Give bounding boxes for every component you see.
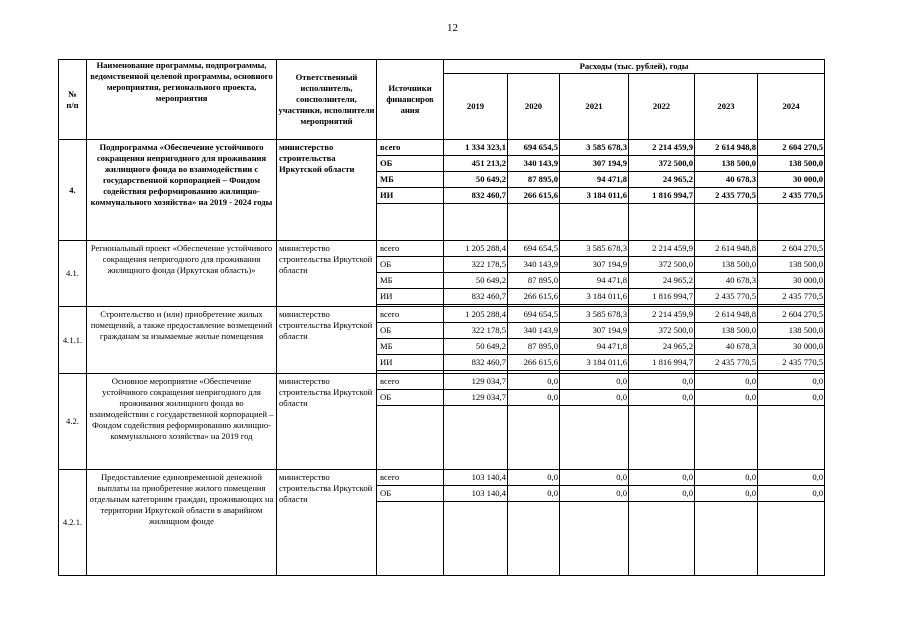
year-values [629, 307, 695, 374]
source-label: ОБ [377, 156, 443, 172]
value-cell: 3 585 678,3 [560, 307, 628, 323]
value-cell: 0,0 [560, 470, 628, 486]
row-responsible: министерство строительства Иркутской области [277, 470, 377, 576]
source-label: всего [377, 470, 443, 486]
table-row [59, 470, 825, 576]
row-sources [377, 241, 444, 307]
value-cell: 94 471,8 [560, 172, 628, 188]
value-cell: 3 184 011,6 [560, 188, 628, 204]
year-values [695, 140, 758, 241]
row-name: Предоставление единовременной денежной выплаты на приобретение жилого помещения отдельным категориям граждан, проживающих на территории Иркутской области в аварийном жилищном фонде [87, 470, 277, 576]
row-number: 4.1. [59, 241, 87, 307]
year-values [695, 470, 758, 576]
value-cell: 1 816 994,7 [629, 355, 694, 371]
value-cell: 322 178,5 [444, 323, 507, 339]
year-values [629, 374, 695, 470]
row-sources [377, 307, 444, 374]
value-cell: 0,0 [695, 390, 757, 406]
source-label: всего [377, 307, 443, 323]
header-source: Источники финансиров ания [377, 60, 444, 140]
value-cell: 372 500,0 [629, 156, 694, 172]
value-cell: 2 435 770,5 [758, 355, 824, 371]
value-cell: 3 585 678,3 [560, 241, 628, 257]
value-cell: 0,0 [629, 486, 694, 502]
row-responsible: министерство строительства Иркутской области [277, 307, 377, 374]
value-cell: 2 435 770,5 [695, 289, 757, 305]
value-cell: 50 649,2 [444, 172, 507, 188]
value-cell: 372 500,0 [629, 323, 694, 339]
value-cell: 0,0 [695, 486, 757, 502]
source-label: МБ [377, 273, 443, 289]
value-cell: 2 214 459,9 [629, 307, 694, 323]
year-values [758, 140, 825, 241]
row-sources [377, 140, 444, 241]
value-cell: 694 654,5 [508, 241, 559, 257]
value-cell: 0,0 [695, 470, 757, 486]
year-values [508, 374, 560, 470]
value-cell: 2 435 770,5 [695, 355, 757, 371]
header-expenses: Расходы (тыс. рублей), годы [444, 60, 825, 74]
table-row [59, 307, 825, 374]
year-values [695, 374, 758, 470]
source-label: всего [377, 374, 443, 390]
value-cell: 451 213,2 [444, 156, 507, 172]
value-cell: 2 604 270,5 [758, 307, 824, 323]
value-cell: 266 615,6 [508, 355, 559, 371]
value-cell: 2 614 948,8 [695, 140, 757, 156]
value-cell: 0,0 [560, 374, 628, 390]
header-year: 2020 [508, 74, 560, 140]
value-cell: 103 140,4 [444, 486, 507, 502]
table-row [59, 241, 825, 307]
row-sources [377, 374, 444, 470]
value-cell: 24 965,2 [629, 273, 694, 289]
header-year: 2022 [629, 74, 695, 140]
value-cell: 322 178,5 [444, 257, 507, 273]
value-cell: 129 034,7 [444, 390, 507, 406]
value-cell: 2 435 770,5 [695, 188, 757, 204]
value-cell: 307 194,9 [560, 323, 628, 339]
value-cell: 3 184 011,6 [560, 355, 628, 371]
year-values [444, 307, 508, 374]
value-cell: 372 500,0 [629, 257, 694, 273]
value-cell: 138 500,0 [695, 257, 757, 273]
year-values [560, 374, 629, 470]
value-cell: 2 614 948,8 [695, 241, 757, 257]
value-cell: 2 435 770,5 [758, 289, 824, 305]
value-cell: 2 614 948,8 [695, 307, 757, 323]
table-row [59, 374, 825, 470]
row-number: 4. [59, 140, 87, 241]
value-cell: 0,0 [508, 470, 559, 486]
value-cell: 1 816 994,7 [629, 289, 694, 305]
year-values [444, 470, 508, 576]
value-cell: 832 460,7 [444, 289, 507, 305]
value-cell: 0,0 [508, 374, 559, 390]
source-label: ИИ [377, 355, 443, 371]
value-cell: 2 214 459,9 [629, 241, 694, 257]
year-values [508, 140, 560, 241]
value-cell: 30 000,0 [758, 273, 824, 289]
value-cell: 307 194,9 [560, 156, 628, 172]
year-values [560, 140, 629, 241]
row-responsible: министерство строительства Иркутской области [277, 374, 377, 470]
year-values [508, 241, 560, 307]
year-values [758, 307, 825, 374]
value-cell: 0,0 [629, 470, 694, 486]
page-number: 12 [447, 22, 458, 34]
header-year: 2023 [695, 74, 758, 140]
year-values [758, 241, 825, 307]
value-cell: 0,0 [508, 390, 559, 406]
value-cell: 832 460,7 [444, 355, 507, 371]
value-cell: 24 965,2 [629, 172, 694, 188]
expenses-table [58, 59, 825, 576]
source-label: ОБ [377, 390, 443, 406]
value-cell: 50 649,2 [444, 339, 507, 355]
value-cell: 2 604 270,5 [758, 241, 824, 257]
value-cell: 0,0 [695, 374, 757, 390]
value-cell: 0,0 [629, 390, 694, 406]
year-values [629, 241, 695, 307]
value-cell: 24 965,2 [629, 339, 694, 355]
value-cell: 138 500,0 [758, 257, 824, 273]
source-label: МБ [377, 172, 443, 188]
source-label: ОБ [377, 323, 443, 339]
value-cell: 2 214 459,9 [629, 140, 694, 156]
value-cell: 2 604 270,5 [758, 140, 824, 156]
row-number: 4.1.1. [59, 307, 87, 374]
value-cell: 0,0 [560, 390, 628, 406]
value-cell: 2 435 770,5 [758, 188, 824, 204]
source-label: ИИ [377, 289, 443, 305]
header-responsible: Ответственный исполнитель, соисполнители, участники, исполнители мероприятий [277, 60, 377, 140]
year-values [560, 470, 629, 576]
year-values [758, 470, 825, 576]
year-values [758, 374, 825, 470]
header-year: 2024 [758, 74, 825, 140]
value-cell: 832 460,7 [444, 188, 507, 204]
table-row [59, 140, 825, 241]
row-responsible: министерство строительства Иркутской области [277, 241, 377, 307]
value-cell: 0,0 [560, 486, 628, 502]
row-name: Основное мероприятие «Обеспечение устойчивого сокращения непригодного для проживания жилищного фонда во взаимодействии с государственной корпорацией – Фондом содействия реформированию жилищно-коммунального хозяйства» на 2019 год [87, 374, 277, 470]
value-cell: 0,0 [629, 374, 694, 390]
value-cell: 0,0 [758, 470, 824, 486]
value-cell: 94 471,8 [560, 339, 628, 355]
source-label: всего [377, 241, 443, 257]
year-values [444, 374, 508, 470]
value-cell: 94 471,8 [560, 273, 628, 289]
value-cell: 138 500,0 [695, 156, 757, 172]
year-values [560, 307, 629, 374]
row-responsible: министерство строительства Иркутской области [277, 140, 377, 241]
value-cell: 340 143,9 [508, 156, 559, 172]
year-values [629, 140, 695, 241]
row-name: Региональный проект «Обеспечение устойчивого сокращения непригодного для проживания жилищного фонда (Иркутская область)» [87, 241, 277, 307]
value-cell: 266 615,6 [508, 188, 559, 204]
value-cell: 30 000,0 [758, 172, 824, 188]
value-cell: 0,0 [508, 486, 559, 502]
value-cell: 266 615,6 [508, 289, 559, 305]
row-name: Строительство и (или) приобретение жилых помещений, а также предоставление возмещений гражданам за изымаемые жилые помещения [87, 307, 277, 374]
year-values [508, 307, 560, 374]
value-cell: 1 205 288,4 [444, 241, 507, 257]
row-name: Подпрограмма «Обеспечение устойчивого сокращения непригодного для проживания жилищного фонда во взаимодействии с государственной корпорацией – Фондом содействия реформированию жилищно-коммунального хозяйства» на 2019 - 2024 годы [87, 140, 277, 241]
header-num: № п/п [59, 60, 87, 140]
value-cell: 40 678,3 [695, 172, 757, 188]
value-cell: 340 143,9 [508, 323, 559, 339]
value-cell: 3 585 678,3 [560, 140, 628, 156]
value-cell: 0,0 [758, 486, 824, 502]
year-values [444, 140, 508, 241]
source-label: ИИ [377, 188, 443, 204]
source-label: ОБ [377, 257, 443, 273]
year-values [560, 241, 629, 307]
source-label: всего [377, 140, 443, 156]
value-cell: 50 649,2 [444, 273, 507, 289]
value-cell: 87 895,0 [508, 273, 559, 289]
value-cell: 103 140,4 [444, 470, 507, 486]
value-cell: 87 895,0 [508, 172, 559, 188]
source-label: МБ [377, 339, 443, 355]
value-cell: 340 143,9 [508, 257, 559, 273]
year-values [508, 470, 560, 576]
value-cell: 1 334 323,1 [444, 140, 507, 156]
value-cell: 138 500,0 [758, 156, 824, 172]
value-cell: 129 034,7 [444, 374, 507, 390]
value-cell: 1 205 288,4 [444, 307, 507, 323]
year-values [695, 307, 758, 374]
header-name: Наименование программы, подпрограммы, ведомственной целевой программы, основного мероприятия, регионального проекта, мероприятия [87, 60, 277, 140]
value-cell: 307 194,9 [560, 257, 628, 273]
value-cell: 87 895,0 [508, 339, 559, 355]
row-number: 4.2. [59, 374, 87, 470]
value-cell: 138 500,0 [758, 323, 824, 339]
year-values [629, 470, 695, 576]
value-cell: 3 184 011,6 [560, 289, 628, 305]
value-cell: 1 816 994,7 [629, 188, 694, 204]
value-cell: 138 500,0 [695, 323, 757, 339]
year-values [695, 241, 758, 307]
value-cell: 0,0 [758, 390, 824, 406]
value-cell: 30 000,0 [758, 339, 824, 355]
header-year: 2019 [444, 74, 508, 140]
year-values [444, 241, 508, 307]
value-cell: 40 678,3 [695, 273, 757, 289]
source-label: ОБ [377, 486, 443, 502]
value-cell: 40 678,3 [695, 339, 757, 355]
header-year: 2021 [560, 74, 629, 140]
row-sources [377, 470, 444, 576]
value-cell: 0,0 [758, 374, 824, 390]
value-cell: 694 654,5 [508, 140, 559, 156]
value-cell: 694 654,5 [508, 307, 559, 323]
row-number: 4.2.1. [59, 470, 87, 576]
